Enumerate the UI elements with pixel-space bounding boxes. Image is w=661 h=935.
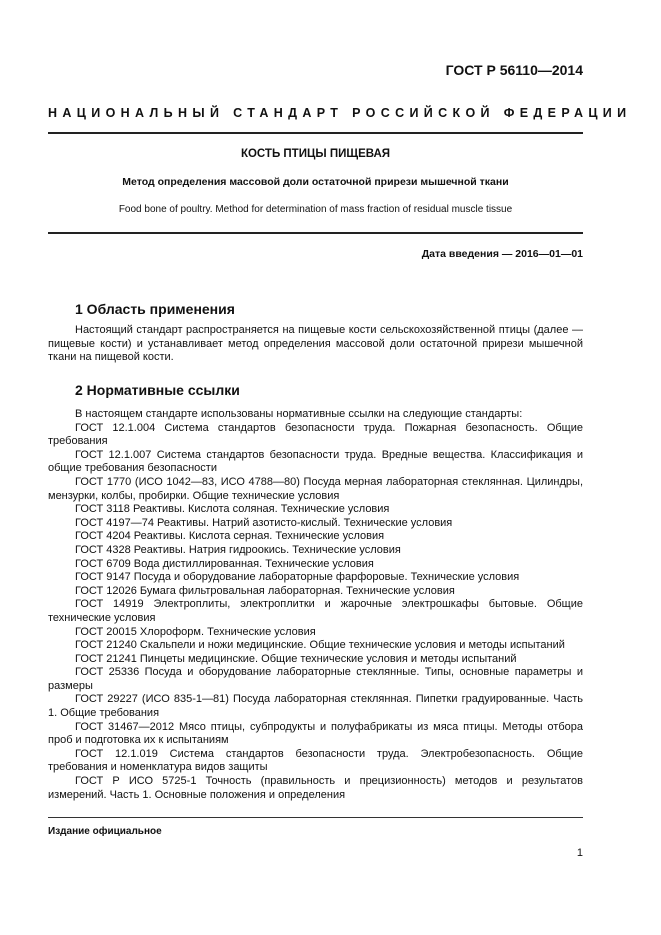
standard-banner: НАЦИОНАЛЬНЫЙ СТАНДАРТ РОССИЙСКОЙ ФЕДЕРАЦИИ bbox=[48, 106, 632, 120]
references-intro: В настоящем стандарте использованы нормативные ссылки на следующие стандарты: bbox=[75, 408, 523, 420]
reference-item: ГОСТ Р ИСО 5725-1 Точность (правильность и прецизионность) методов и результатов измерений. Часть 1. Основные положения и определения bbox=[48, 775, 583, 801]
reference-item: ГОСТ 20015 Хлороформ. Технические условия bbox=[75, 625, 316, 638]
scope-paragraph: Настоящий стандарт распространяется на пищевые кости сельскохозяйственной птицы (далее — пищевые кости) и устанавливает метод определения массовой доли остаточной прирези мышечной ткани на пищевой кости. bbox=[48, 324, 583, 364]
reference-item: ГОСТ 4328 Реактивы. Натрия гидроокись. Технические условия bbox=[75, 543, 401, 556]
reference-item: ГОСТ 6709 Вода дистиллированная. Технические условия bbox=[75, 557, 374, 570]
references-list bbox=[48, 408, 583, 802]
reference-item: ГОСТ 21240 Скальпели и ножи медицинские. Общие технические условия и методы испытаний bbox=[75, 639, 565, 652]
english-title: Food bone of poultry. Method for determination of mass fraction of residual muscle tissue bbox=[118, 204, 513, 215]
reference-item: ГОСТ 12.1.019 Система стандартов безопасности труда. Электробезопасность. Общие требования и номенклатура видов защиты bbox=[48, 747, 583, 774]
reference-item: ГОСТ 21241 Пинцеты медицинские. Общие технические условия и методы испытаний bbox=[75, 652, 517, 665]
title-divider bbox=[48, 232, 583, 234]
reference-item: ГОСТ 12.1.007 Система стандартов безопасности труда. Вредные вещества. Классификация и общие требования безопасности bbox=[48, 448, 583, 475]
document-subtitle: Метод определения массовой доли остаточной прирези мышечной ткани bbox=[122, 176, 509, 188]
footer-divider bbox=[48, 817, 583, 818]
reference-item: ГОСТ 9147 Посуда и оборудование лабораторные фарфоровые. Технические условия bbox=[75, 571, 520, 584]
section-1-heading: 1 Область применения bbox=[75, 301, 235, 317]
reference-item: ГОСТ 4204 Реактивы. Кислота серная. Технические условия bbox=[75, 530, 385, 543]
reference-item: ГОСТ 1770 (ИСО 1042—83, ИСО 4788—80) Посуда мерная лабораторная стеклянная. Цилиндры, мензурки, колбы, пробирки. Общие технические условия bbox=[48, 475, 583, 502]
introduction-date: Дата введения — 2016—01—01 bbox=[421, 248, 583, 260]
reference-item: ГОСТ 4197—74 Реактивы. Натрий азотисто-кислый. Технические условия bbox=[75, 516, 453, 529]
top-divider bbox=[48, 132, 583, 134]
section-1-body bbox=[48, 324, 583, 365]
document-code: ГОСТ Р 56110—2014 bbox=[445, 62, 583, 78]
reference-item: ГОСТ 12.1.004 Система стандартов безопасности труда. Пожарная безопасность. Общие требования bbox=[48, 421, 583, 448]
document-title: КОСТЬ ПТИЦЫ ПИЩЕВАЯ bbox=[240, 148, 391, 160]
reference-item: ГОСТ 3118 Реактивы. Кислота соляная. Технические условия bbox=[75, 503, 390, 516]
page-number: 1 bbox=[576, 847, 583, 859]
reference-item: ГОСТ 12026 Бумага фильтровальная лабораторная. Технические условия bbox=[75, 584, 455, 597]
reference-item: ГОСТ 14919 Электроплиты, электроплитки и жарочные электрошкафы бытовые. Общие технические условия bbox=[48, 598, 583, 624]
official-edition-label: Издание официальное bbox=[48, 826, 162, 837]
reference-item: ГОСТ 29227 (ИСО 835-1—81) Посуда лабораторная стеклянная. Пипетки градуированные. Часть 1. Общие требования bbox=[48, 693, 583, 720]
section-2-heading: 2 Нормативные ссылки bbox=[75, 382, 240, 398]
reference-item: ГОСТ 31467—2012 Мясо птицы, субпродукты и полуфабрикаты из мяса птицы. Методы отбора проб и подготовка их к испытаниям bbox=[48, 720, 583, 747]
reference-item: ГОСТ 25336 Посуда и оборудование лабораторные стеклянные. Типы, основные параметры и размеры bbox=[48, 666, 583, 692]
